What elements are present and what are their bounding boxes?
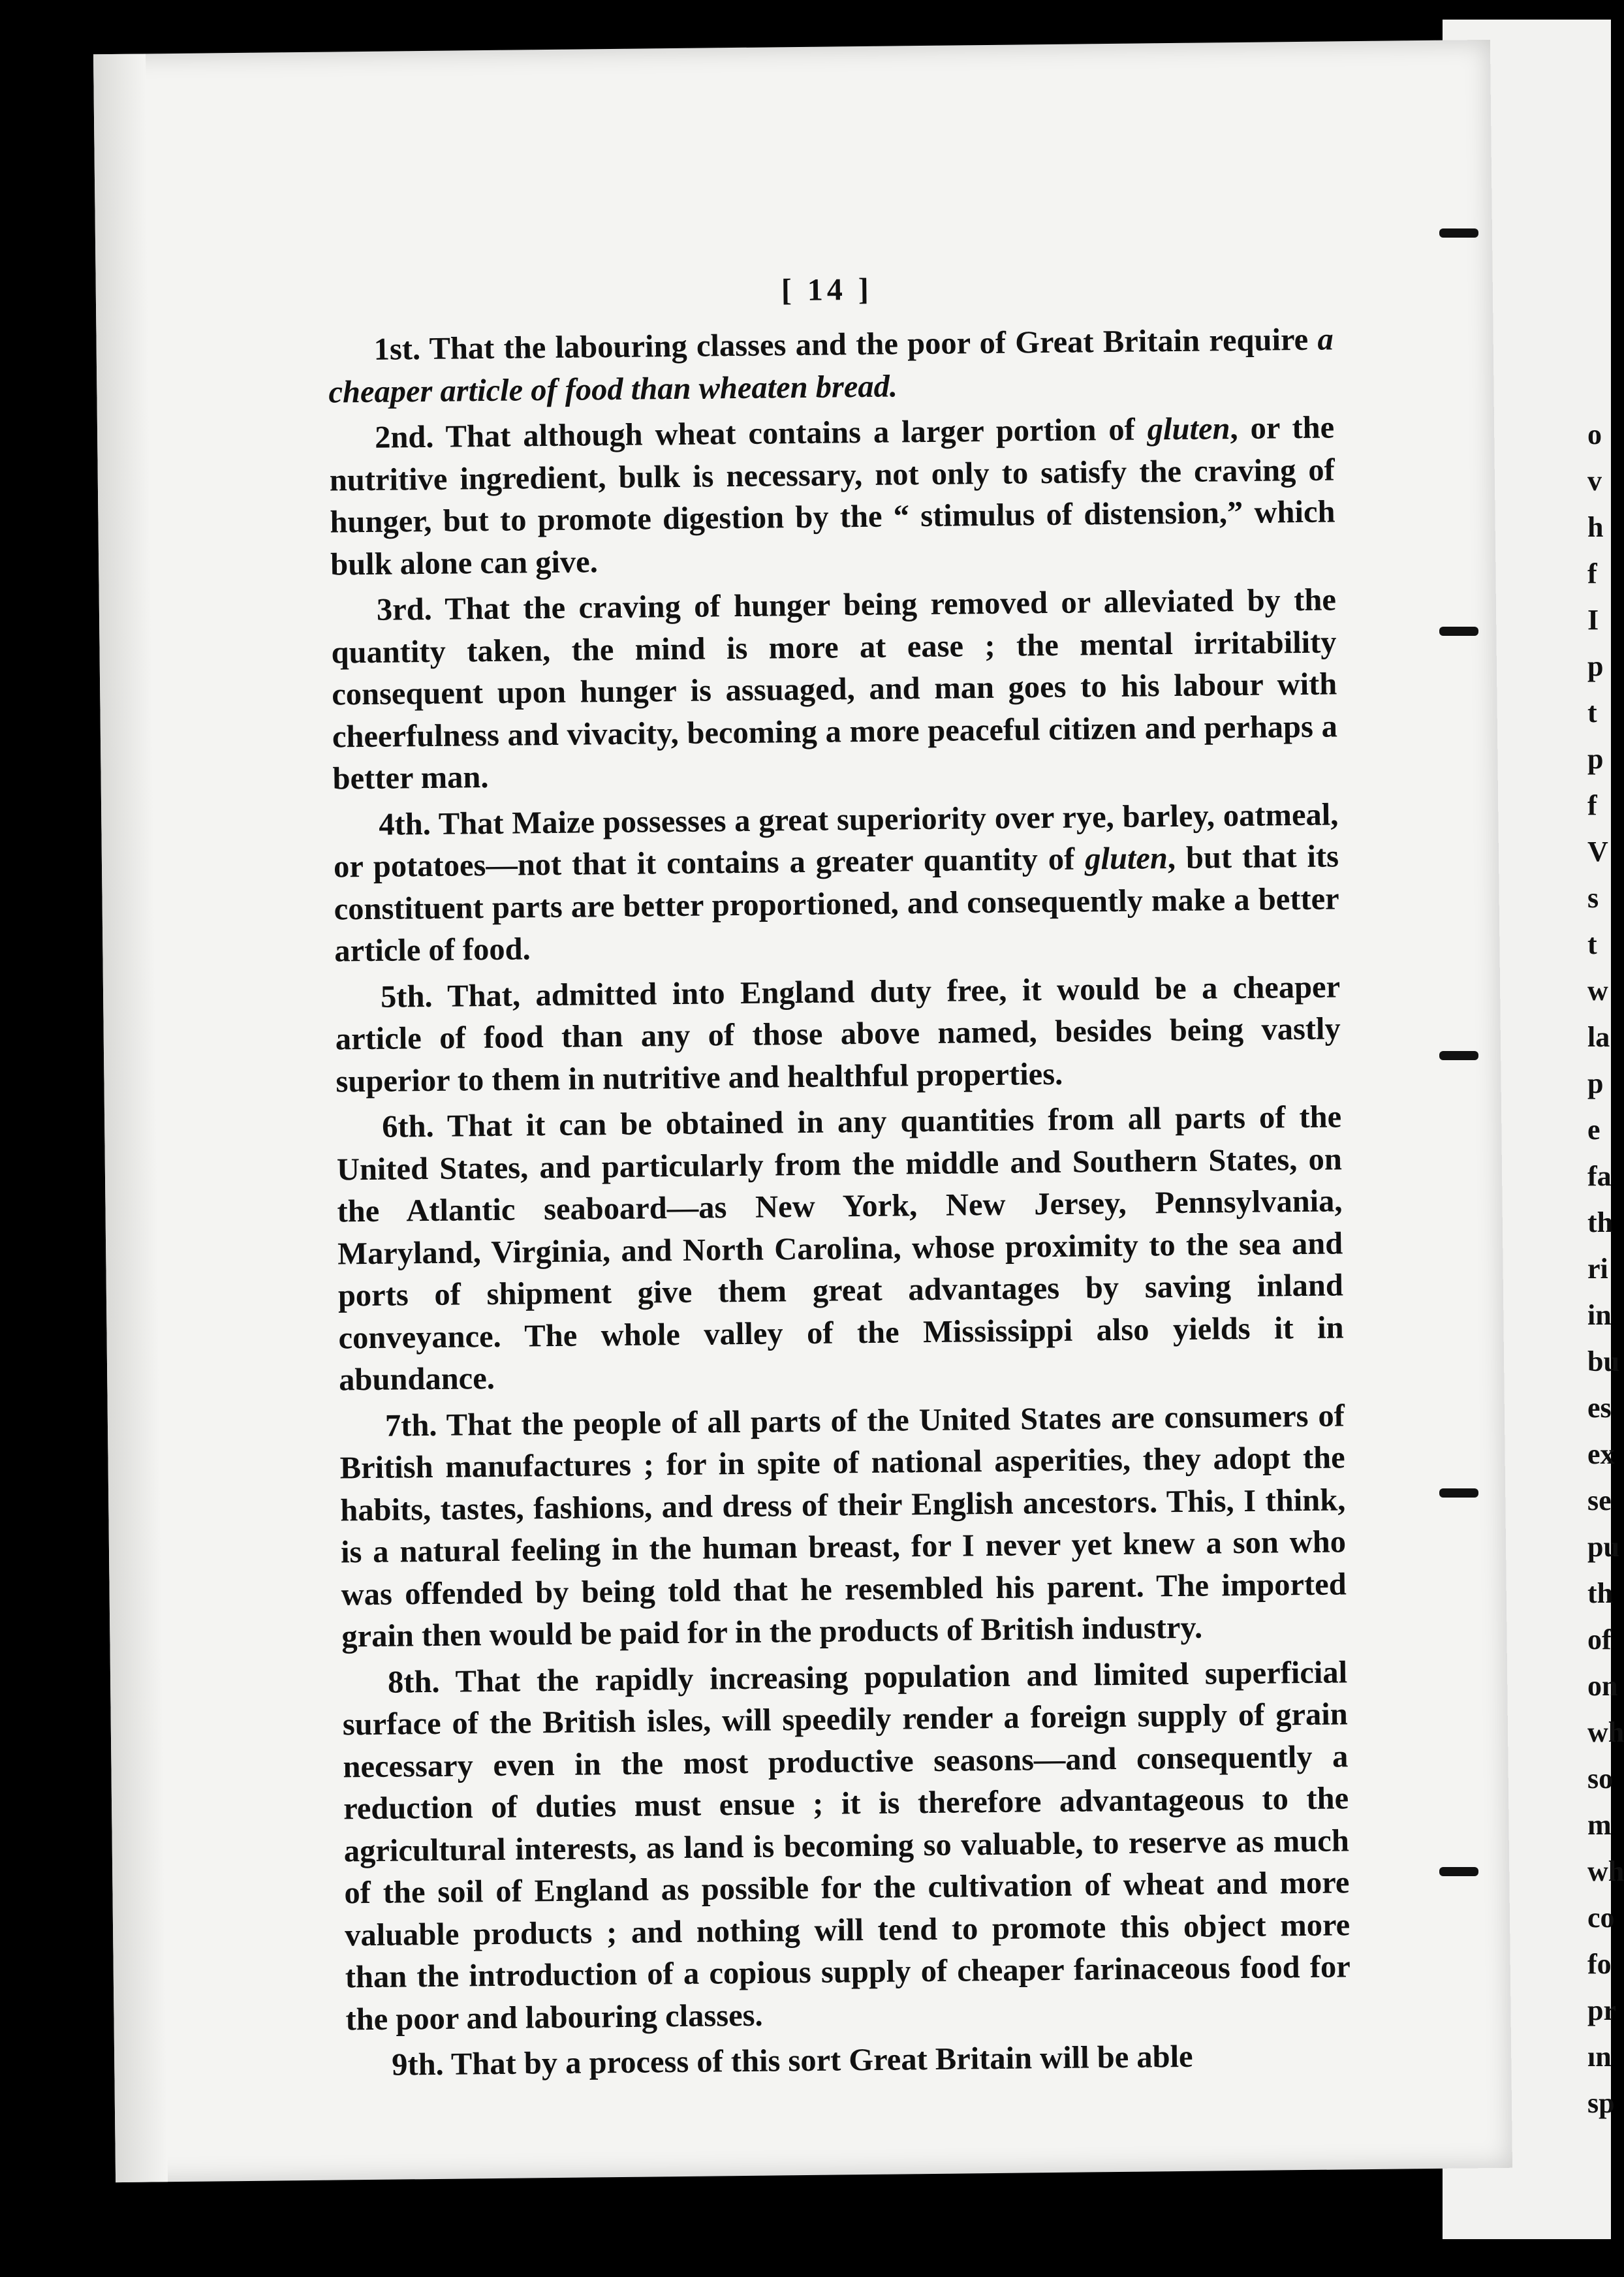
paragraph-7: 7th. That the people of all parts of the United States are consumers of British manufactures ; for in spite of national asperities, they adopt the habits, tastes, fashions, and dress of their English ancestors. This, I think, is a natural feeling in the human breast, for I never yet knew a son who was offended by being told that he resembled his parent. The imported grain then would be paid for in the products of British industry. <box>339 1398 1347 1654</box>
binding-stitch-mark <box>1439 1488 1478 1498</box>
facing-page-fragment: V <box>1587 836 1608 868</box>
binding-stitch-mark <box>1439 1867 1478 1876</box>
facing-page-fragment: t <box>1587 928 1597 960</box>
paragraph-8: 8th. That the rapidly increasing population and limited superficial surface of the British isles, will speedily render a foreign supply of grain necessary even in the most productive seasons—and consequently a reduction of duties must ensue ; it is therefore advantageous to the agricultural interests, as land is becoming so valuable, to reserve as much of the soil of England as possible for the cultivation of wheat and more valuable products ; and nothing will tend to promote this object more than the introduction of a copious supply of cheaper farinaceous food for the poor and labouring classes. <box>342 1654 1351 2037</box>
facing-page-fragment: o <box>1587 418 1602 450</box>
facing-page-fragment: so <box>1587 1763 1614 1795</box>
facing-page-fragment: e <box>1587 1114 1601 1146</box>
facing-page-fragment: wh <box>1587 1855 1624 1887</box>
facing-page-fragment: v <box>1587 465 1602 497</box>
paragraph-3: 3rd. That the craving of hunger being removed or alleviated by the quantity taken, the mind is more at ease ; the mental irritability consequent upon hunger is assuaged, and man goes to his labour with cheerfulness and vivacity, becoming a more peaceful citizen and perhaps a better man. <box>331 582 1338 796</box>
facing-page-fragment: p <box>1587 650 1604 682</box>
facing-page-fragment: wh <box>1587 1716 1624 1748</box>
facing-page-fragment: on <box>1587 1670 1618 1702</box>
facing-page-fragment: fo <box>1587 1948 1612 1980</box>
paragraph-5: 5th. That, admitted into England duty free, it would be a cheaper article of food than any of those above named, besides being vastly superior to them in nutritive and healthful properties. <box>335 969 1341 1099</box>
paragraph-1: 1st. That the labouring classes and the poor of Great Britain require a cheaper article of food than wheaten bread. <box>328 322 1334 410</box>
binding-stitch-mark <box>1439 1051 1478 1060</box>
binding-stitch-mark <box>1439 228 1478 238</box>
facing-page-fragment: f <box>1587 789 1597 821</box>
page-number-header: [ 14 ] <box>781 272 873 308</box>
facing-page-fragment: th <box>1587 1206 1614 1238</box>
facing-page-fragment: ex <box>1587 1438 1615 1470</box>
facing-page-fragment: pu <box>1587 1531 1619 1563</box>
paragraph-9: 9th. That by a process of this sort Great Britain will be able <box>391 2039 1193 2082</box>
facing-page-fragment: la <box>1587 1021 1610 1053</box>
paragraph-2: 2nd. That although wheat contains a larger portion of gluten, or the nutritive ingredient, bulk is necessary, not only to satisfy the craving of hunger, but to promote digestion by the “ stimulus of distension,” which bulk alone can give. <box>329 410 1335 582</box>
document-page <box>93 40 1512 2182</box>
paragraph-4: 4th. That Maize possesses a great superiority over rye, barley, oatmeal, or potatoes—not that it contains a greater quantity of gluten, but that its constituent parts are better proportioned, and consequently make a better article of food. <box>333 796 1339 969</box>
facing-page-fragment: ın <box>1587 2041 1612 2073</box>
facing-page-fragment: f <box>1587 557 1597 589</box>
facing-page-fragment: p <box>1587 1067 1604 1099</box>
facing-page-fragment: th <box>1587 1577 1614 1609</box>
facing-page-fragment: w <box>1587 975 1608 1007</box>
facing-page-fragment: of <box>1587 1624 1612 1656</box>
facing-page-fragment: fa <box>1587 1160 1612 1192</box>
facing-page-fragment: ri <box>1587 1253 1608 1285</box>
facing-page-fragment: pr <box>1587 1994 1616 2026</box>
facing-page-fragment: h <box>1587 511 1604 543</box>
facing-page-fragment: in <box>1587 1299 1612 1331</box>
facing-page-fragment: I <box>1587 604 1599 636</box>
paragraph-6: 6th. That it can be obtained in any quantities from all parts of the United States, and particularly from the middle and Southern States, on the Atlantic seaboard—as New York, New Jersey, Pennsylvania, Maryland, Virginia, and North Carolina, whose proximity to the sea and ports of shipment give them great advantages by saving inland conveyance. The whole valley of the Mississippi also yields it in abundance. <box>336 1099 1344 1398</box>
facing-page-fragment: es <box>1587 1392 1612 1424</box>
facing-page-fragment: t <box>1587 697 1597 729</box>
facing-page-fragment: s <box>1587 882 1599 914</box>
body-text <box>328 319 1351 2090</box>
facing-page-fragment: bu <box>1587 1345 1619 1377</box>
facing-page-fragment: co <box>1587 1902 1615 1934</box>
facing-page-fragment: m <box>1587 1809 1612 1841</box>
binding-stitch-mark <box>1439 627 1478 636</box>
facing-page-fragment: se <box>1587 1484 1612 1516</box>
facing-page-fragment: sp <box>1587 2087 1615 2119</box>
facing-page-fragment: p <box>1587 743 1604 775</box>
